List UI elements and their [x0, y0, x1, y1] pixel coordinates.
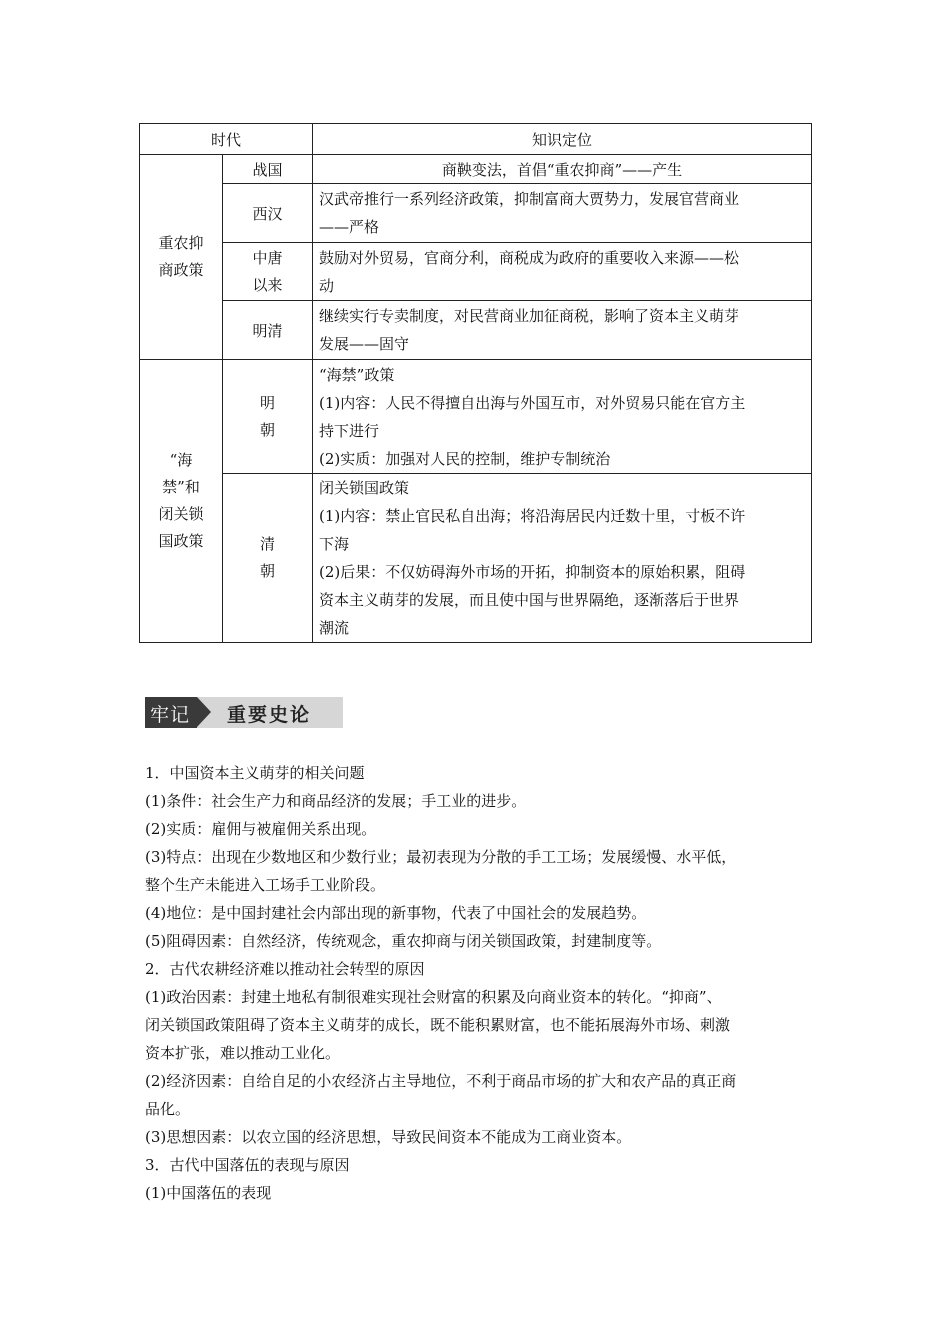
content-line: (2)实质：加强对人民的控制，维护专制统治: [319, 449, 611, 468]
text-line: 3．古代中国落伍的表现与原因: [145, 1156, 350, 1174]
period-cell: [223, 474, 313, 643]
group-label-agri: [140, 155, 223, 360]
group-label-haijin: [140, 360, 223, 643]
group-label-line: 国政策: [158, 532, 204, 550]
content-cell: [313, 184, 812, 243]
period-line: 朝: [260, 420, 276, 439]
period-cell: 战国: [223, 155, 313, 184]
content-line: 鼓励对外贸易，官商分利，商税成为政府的重要收入来源——松: [319, 248, 740, 267]
content-cell: [313, 360, 812, 474]
text-line: (5)阻碍因素：自然经济，传统观念，重农抑商与闭关锁国政策，封建制度等。: [145, 932, 662, 950]
text-line: 资本扩张，难以推动工业化。: [145, 1044, 341, 1062]
content-line: “海禁”政策: [319, 365, 395, 384]
content-cell: [313, 243, 812, 301]
period-cell: 西汉: [223, 184, 313, 243]
text-line: (1)政治因素：封建土地私有制很难实现社会财富的积累及向商业资本的转化。“抑商”、: [145, 988, 722, 1006]
text-line: (2)实质：雇佣与被雇佣关系出现。: [145, 820, 377, 838]
knowledge-table: [139, 123, 812, 643]
text-line: (1)中国落伍的表现: [145, 1184, 272, 1202]
period-line: 清: [260, 535, 276, 553]
group-label-line: “海: [169, 451, 193, 469]
content-line: (1)内容：人民不得擅自出海与外国互市，对外贸易只能在官方主: [319, 393, 746, 412]
text-line: 2．古代农耕经济难以推动社会转型的原因: [145, 960, 425, 978]
content-line: 动: [319, 276, 335, 295]
content-line: (2)后果：不仅妨碍海外市场的开拓，抑制资本的原始积累，阻碍: [319, 563, 746, 581]
content-line: 发展——固守: [319, 335, 410, 353]
content-line: 潮流: [319, 619, 350, 637]
text-line: (2)经济因素：自给自足的小农经济占主导地位，不利于商品市场的扩大和农产品的真正商: [145, 1072, 737, 1090]
content-line: 汉武帝推行一系列经济政策，抑制富商大贾势力，发展官营商业: [319, 190, 740, 208]
header-knowledge: 知识定位: [313, 124, 812, 155]
text-line: (3)特点：出现在少数地区和少数行业；最初表现为分散的手工工场；发展缓慢、水平低，: [145, 848, 737, 866]
text-line: 整个生产未能进入工场手工业阶段。: [145, 876, 386, 894]
content-cell: 商鞅变法，首倡“重农抑商”——产生: [313, 155, 812, 184]
content-cell: [313, 474, 812, 643]
content-line: 下海: [319, 535, 350, 553]
content-line: 继续实行专卖制度，对民营商业加征商税，影响了资本主义萌芽: [319, 307, 740, 325]
content-line: 闭关锁国政策: [319, 479, 410, 497]
group-label-line: 重农抑: [158, 234, 204, 252]
period-cell: [223, 243, 313, 301]
content-line: 持下进行: [319, 421, 380, 440]
period-line: 以来: [252, 275, 283, 294]
content-line: 资本主义萌芽的发展，而且使中国与世界隔绝，逐渐落后于世界: [319, 591, 740, 609]
text-line: (4)地位：是中国封建社会内部出现的新事物，代表了中国社会的发展趋势。: [145, 904, 647, 922]
text-line: (1)条件：社会生产力和商品经济的发展；手工业的进步。: [145, 792, 527, 810]
text-line: (3)思想因素：以农立国的经济思想，导致民间资本不能成为工商业资本。: [145, 1128, 632, 1146]
period-line: 朝: [260, 562, 276, 580]
content-line: (1)内容：禁止官民私自出海；将沿海居民内迁数十里，寸板不许: [319, 507, 746, 525]
period-line: 中唐: [252, 248, 283, 267]
banner-arrow-icon: [197, 697, 211, 727]
period-line: 明: [260, 393, 276, 412]
period-cell: [223, 360, 313, 474]
history-notes: [145, 759, 811, 1207]
section-banner: [145, 697, 343, 728]
banner-tag: 牢记: [150, 704, 191, 726]
group-label-line: 商政策: [158, 261, 204, 279]
content-cell: [313, 301, 812, 360]
group-label-line: 闭关锁: [158, 505, 204, 523]
text-line: 1．中国资本主义萌芽的相关问题: [145, 764, 365, 782]
group-label-line: 禁”和: [162, 478, 200, 496]
text-line: 品化。: [145, 1100, 191, 1118]
banner-title: 重要史论: [227, 704, 312, 726]
header-era: 时代: [140, 124, 313, 155]
period-cell: 明清: [223, 301, 313, 360]
content-line: ——严格: [319, 218, 380, 236]
text-line: 闭关锁国政策阻碍了资本主义萌芽的成长，既不能积累财富，也不能拓展海外市场、刺激: [145, 1016, 731, 1034]
